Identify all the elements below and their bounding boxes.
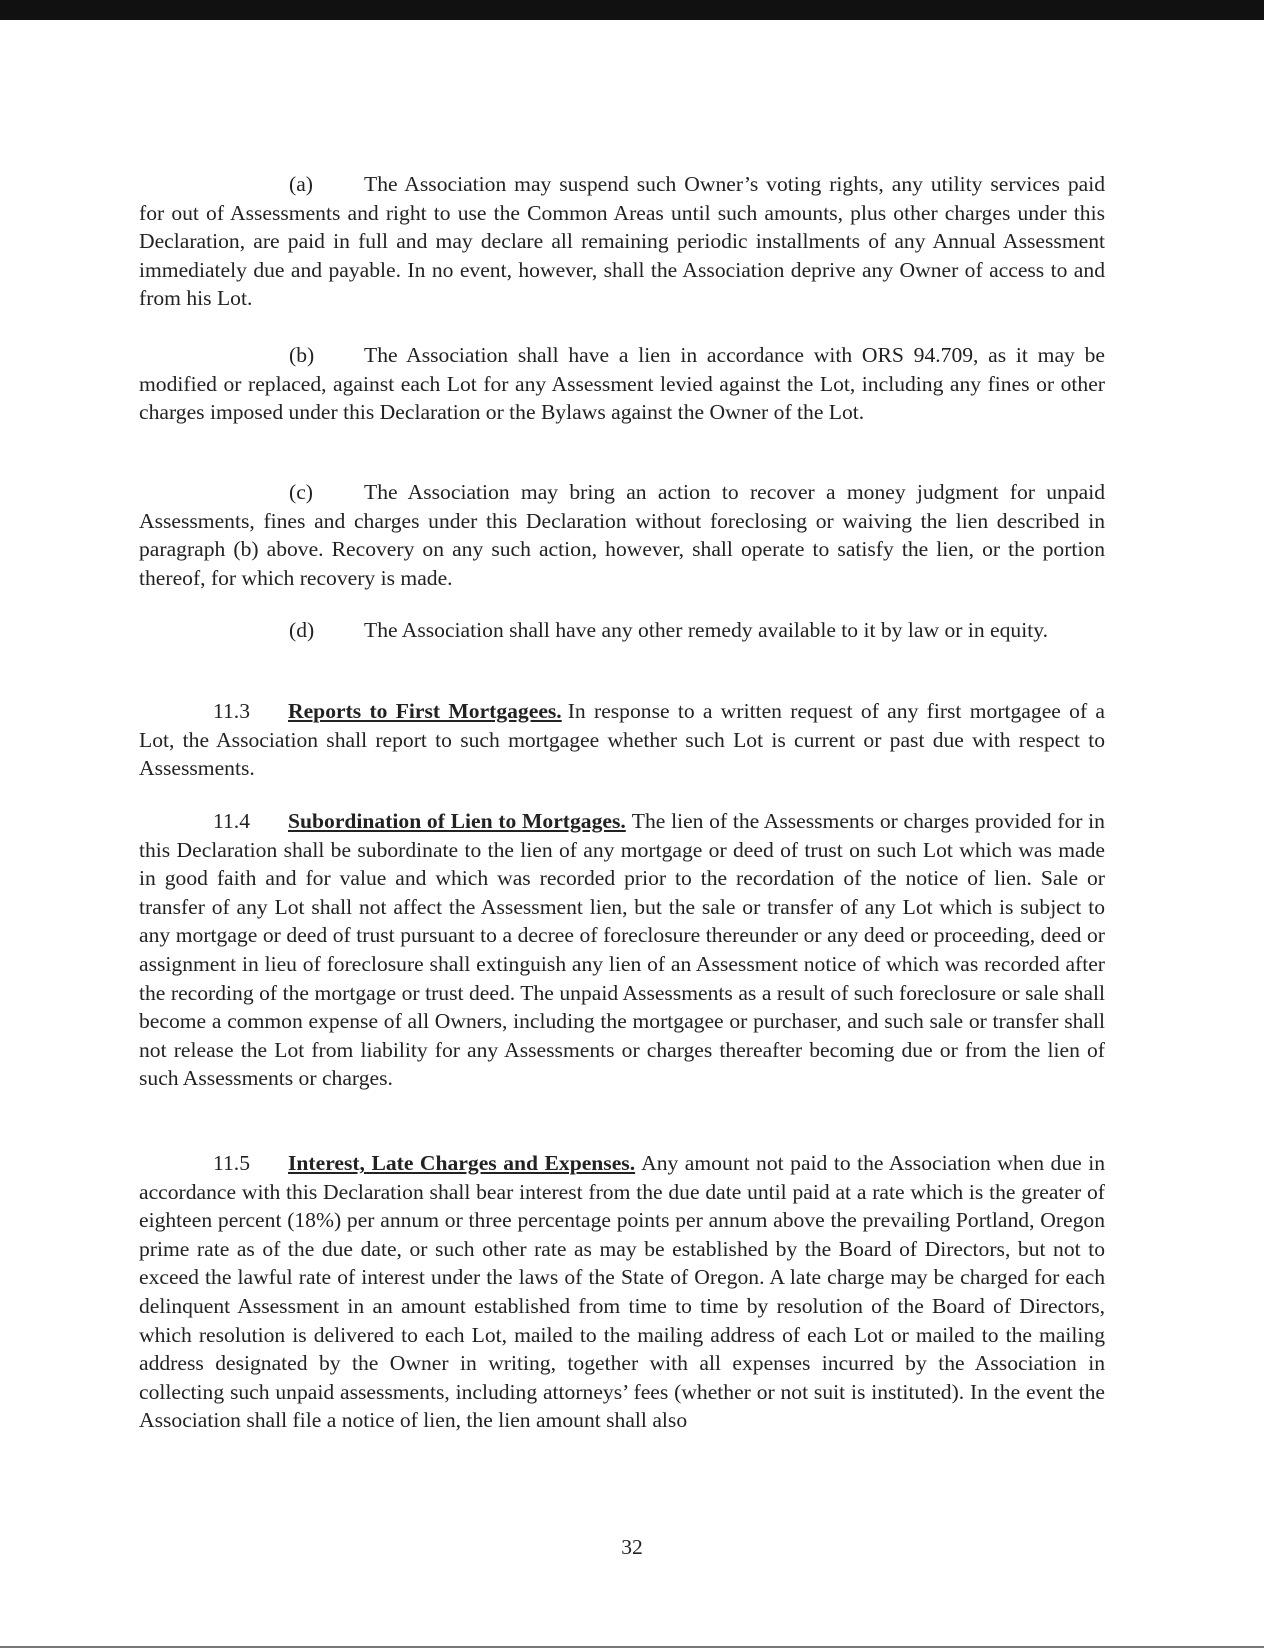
section-11-3-heading: Reports to First Mortgagees. <box>288 699 562 723</box>
paragraph-b-label: (b) <box>289 343 315 367</box>
scan-top-border <box>0 0 1264 20</box>
section-11-5-text: Any amount not paid to the Association when due in accordance with this Declaration shall bear interest from the due date until paid at a rate which is the greater of eighteen percent (18%) per annum or three percentage points per annum above the prevailing Portland, Oregon prime rate as of the due date, or such other rate as may be established by the Board of Directors, but not to exceed the lawful rate of interest under the laws of the State of Oregon. A late charge may be charged for each delinquent Assessment in an amount established from time to time by resolution of the Board of Directors, which resolution is delivered to each Lot, mailed to the mailing address of each Lot or mailed to the mailing address designated by the Owner in writing, together with all expenses incurred by the Association in collecting such unpaid assessments, including attorneys’ fees (whether or not suit is instituted). In the event the Association shall file a notice of lien, the lien amount shall also <box>139 1151 1105 1433</box>
section-11-3-text: In response to a written request of any first mortgagee of a Lot, the Association shall report to such mortgagee whether such Lot is current or past due with respect to Assessments. <box>139 699 1106 781</box>
section-11-4 <box>139 807 1105 1093</box>
scan-bottom-border <box>0 1646 1264 1648</box>
section-11-4-heading: Subordination of Lien to Mortgages. <box>288 809 626 833</box>
paragraph-b-text: The Association shall have a lien in accordance with ORS 94.709, as it may be modified or replaced, against each Lot for any Assessment levied against the Lot, including any fines or other charges imposed under this Declaration or the Bylaws against the Owner of the Lot. <box>139 343 1105 425</box>
section-11-4-text: The lien of the Assessments or charges provided for in this Declaration shall be subordinate to the lien of any mortgage or deed of trust on such Lot which was made in good faith and for value and which was recorded prior to the recordation of the notice of lien. Sale or transfer of any Lot shall not affect the Assessment lien, but the sale or transfer of any Lot which is subject to any mortgage or deed of trust pursuant to a decree of foreclosure thereunder or any deed or proceeding, deed or assignment in lieu of foreclosure shall extinguish any lien of an Assessment notice of which was recorded after the recording of the mortgage or trust deed. The unpaid Assessments as a result of such foreclosure or sale shall become a common expense of all Owners, including the mortgagee or purchaser, and such sale or transfer shall not release the Lot from liability for any Assessments or charges thereafter becoming due or from the lien of such Assessments or charges. <box>139 809 1105 1091</box>
paragraph-b <box>139 341 1105 427</box>
section-11-5-number: 11.5 <box>213 1151 250 1175</box>
paragraph-c-label: (c) <box>289 480 313 504</box>
section-11-3 <box>139 697 1105 783</box>
page-number: 32 <box>621 1535 643 1559</box>
section-11-4-number: 11.4 <box>213 809 250 833</box>
paragraph-a <box>139 170 1105 313</box>
paragraph-d <box>139 616 1105 645</box>
section-11-3-number: 11.3 <box>213 699 250 723</box>
paragraph-c-text: The Association may bring an action to recover a money judgment for unpaid Assessments, fines and charges under this Declaration without foreclosing or waiving the lien described in paragraph (b) above. Recovery on any such action, however, shall operate to satisfy the lien, or the portion thereof, for which recovery is made. <box>139 480 1105 590</box>
paragraph-a-text: The Association may suspend such Owner’s voting rights, any utility services paid for out of Assessments and right to use the Common Areas until such amounts, plus other charges under this Declaration, are paid in full and may declare all remaining periodic installments of any Annual Assessment immediately due and payable. In no event, however, shall the Association deprive any Owner of access to and from his Lot. <box>139 172 1105 311</box>
paragraph-c <box>139 478 1105 592</box>
paragraph-a-label: (a) <box>289 172 313 196</box>
section-11-5-heading: Interest, Late Charges and Expenses. <box>288 1151 636 1175</box>
paragraph-d-text: The Association shall have any other remedy available to it by law or in equity. <box>364 618 1049 642</box>
section-11-5 <box>139 1149 1105 1435</box>
paragraph-d-label: (d) <box>289 618 315 642</box>
